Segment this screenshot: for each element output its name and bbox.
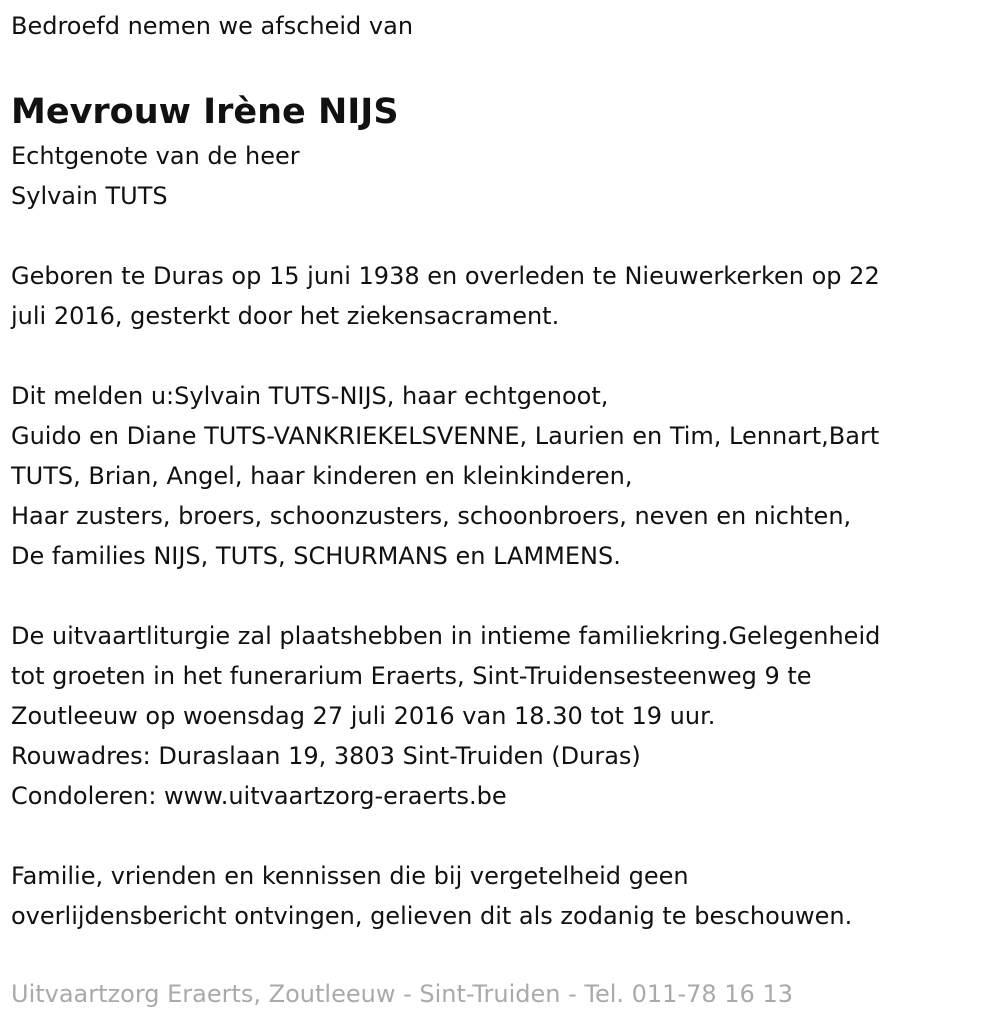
death-notice [11, 6, 991, 936]
family-line: Guido en Diane TUTS-VANKRIEKELSVENNE, Laurien en Tim, Lennart,Bart [11, 422, 880, 450]
funeral-home-footer: Uitvaartzorg Eraerts, Zoutleeuw - Sint-Truiden - Tel. 011-78 16 13 [11, 980, 793, 1008]
birth-death-line: Geboren te Duras op 15 juni 1938 en overleden te Nieuwerkerken op 22 [11, 262, 880, 290]
spacer [11, 576, 991, 616]
birth-death-line: juli 2016, gesterkt door het ziekensacrament. [11, 302, 560, 330]
funeral-line: tot groeten in het funerarium Eraerts, Sint-Truidensesteenweg 9 te [11, 662, 812, 690]
spouse-line: Echtgenote van de heer [11, 142, 300, 170]
funeral-line: Zoutleeuw op woensdag 27 juli 2016 van 18.30 tot 19 uur. [11, 702, 716, 730]
intro-text: Bedroefd nemen we afscheid van [11, 12, 414, 40]
family-line: De families NIJS, TUTS, SCHURMANS en LAMMENS. [11, 542, 621, 570]
closing-line: Familie, vrienden en kennissen die bij vergetelheid geen [11, 862, 689, 890]
family-line: Haar zusters, broers, schoonzusters, schoonbroers, neven en nichten, [11, 502, 852, 530]
deceased-name: Mevrouw Irène NIJS [11, 92, 399, 132]
spacer [11, 46, 991, 86]
spacer [11, 216, 991, 256]
condolence-line: Condoleren: www.uitvaartzorg-eraerts.be [11, 782, 507, 810]
funeral-line: De uitvaartliturgie zal plaatshebben in intieme familiekring.Gelegenheid [11, 622, 881, 650]
spacer [11, 816, 991, 856]
family-line: TUTS, Brian, Angel, haar kinderen en kleinkinderen, [11, 462, 633, 490]
closing-line: overlijdensbericht ontvingen, gelieven dit als zodanig te beschouwen. [11, 902, 853, 930]
mourning-address: Rouwadres: Duraslaan 19, 3803 Sint-Truiden (Duras) [11, 742, 641, 770]
spacer [11, 336, 991, 376]
spouse-name-line: Sylvain TUTS [11, 182, 168, 210]
family-line: Dit melden u:Sylvain TUTS-NIJS, haar echtgenoot, [11, 382, 609, 410]
